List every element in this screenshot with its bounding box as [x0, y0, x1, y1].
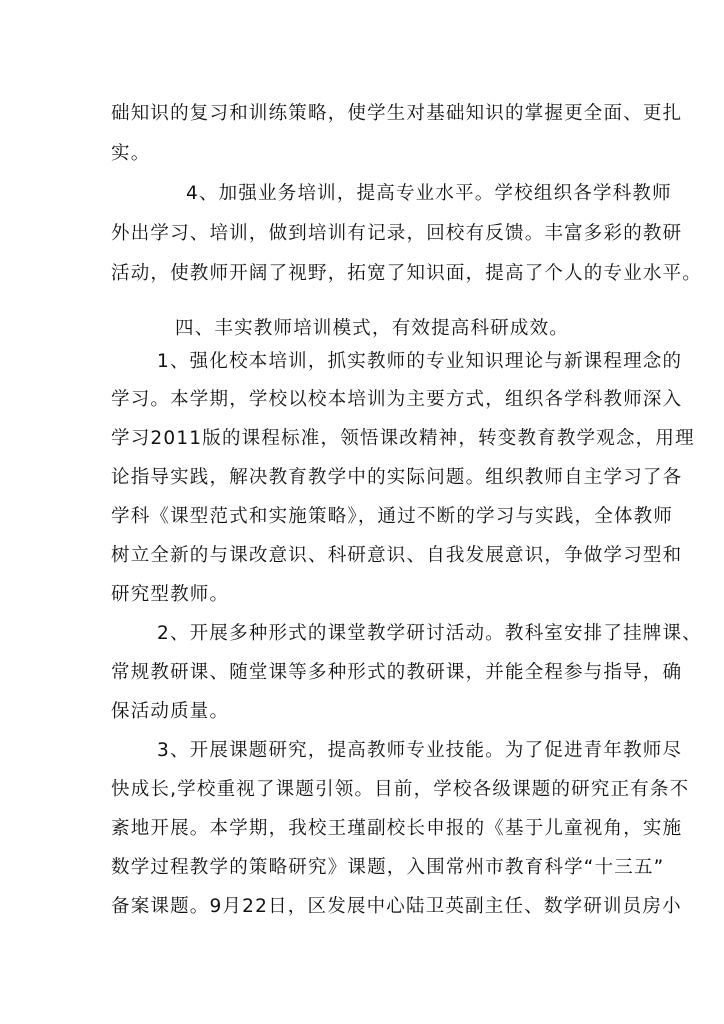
paragraph-start-line: 2、开展多种形式的课堂教学研讨活动。教科室安排了挂牌课、: [157, 623, 702, 644]
text-line: 学科《课型范式和实施策略》，通过不断的学习与实践，全体教师: [111, 506, 674, 527]
text-line: 外出学习、培训，做到培训有记录，回校有反馈。丰富多彩的教研: [111, 223, 683, 244]
section-heading: 四、丰实教师培训模式，有效提高科研成效。: [175, 318, 570, 339]
text-line: 快成长,学校重视了课题引领。目前，学校各级课题的研究正有条不: [111, 779, 690, 800]
paragraph-start-line: 4、加强业务培训，提高专业水平。学校组织各学科教师: [186, 183, 672, 204]
paragraph-start-line: 3、开展课题研究，提高教师专业技能。为了促进青年教师尽: [157, 740, 683, 761]
text-line: 础知识的复习和训练策略，使学生对基础知识的掌握更全面、更扎: [111, 103, 683, 124]
text-line: 数学过程教学的策略研究》课题，入围常州市教育科学“十三五”: [111, 857, 665, 878]
text-line: 树立全新的与课改意识、科研意识、自我发展意识，争做学习型和: [111, 545, 683, 566]
text-line: 实。: [111, 143, 151, 164]
text-line: 紊地开展。本学期，我校王瑾副校长申报的《基于儿童视角，实施: [111, 818, 683, 839]
paragraph-start-line: 1、强化校本培训，抓实教师的专业知识理论与新课程理念的: [157, 351, 683, 372]
text-line: 论指导实践，解决教育教学中的实际问题。组织教师自主学习了各: [111, 467, 683, 488]
text-line: 活动，使教师开阔了视野，拓宽了知识面，提高了个人的专业水平。: [111, 263, 703, 284]
text-line: 保活动质量。: [111, 701, 230, 722]
text-line: 学习。本学期，学校以校本培训为主要方式，组织各学科教师深入: [111, 389, 683, 410]
text-line: 研究型教师。: [111, 584, 230, 605]
text-line: 常规教研课、随堂课等多种形式的教研课，并能全程参与指导，确: [111, 662, 683, 683]
text-line: 学习2011版的课程标准，领悟课改精神，转变教育教学观念，用理: [111, 428, 695, 449]
text-line: 备案课题。9月22日，区发展中心陆卫英副主任、数学研训员房小: [111, 896, 682, 917]
